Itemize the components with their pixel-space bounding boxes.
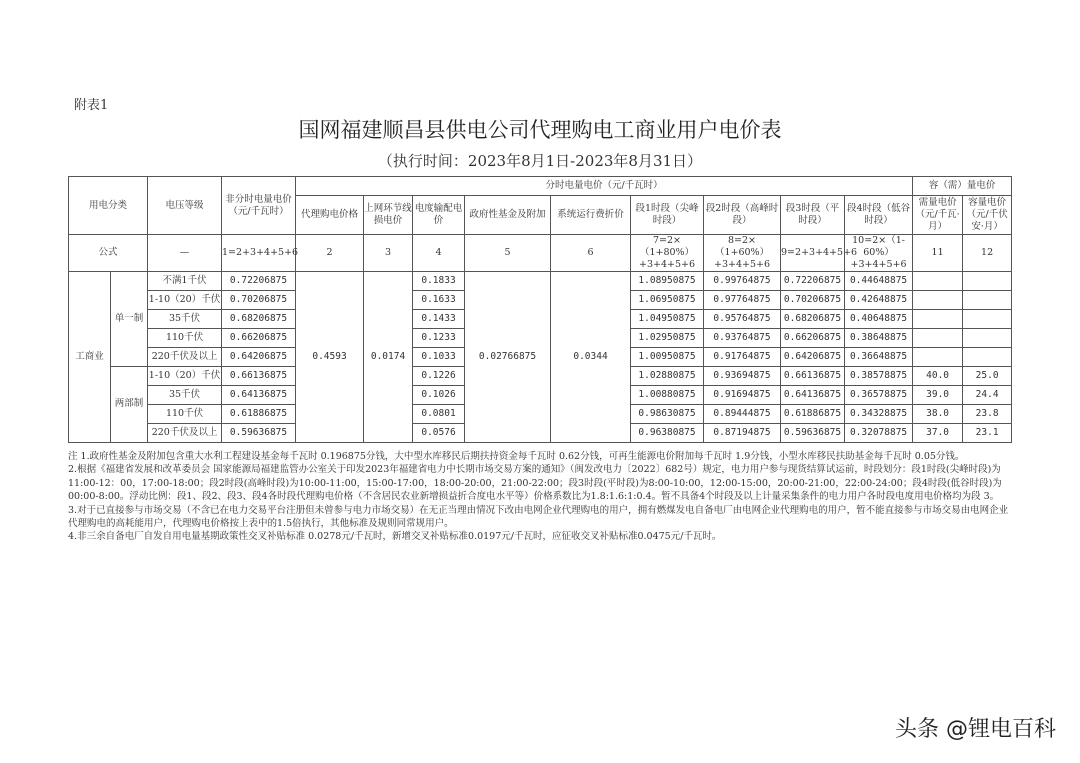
header-nontou-price: 非分时电量电价（元/千瓦时） [222, 177, 296, 235]
header-voltage: 电压等级 [148, 177, 222, 235]
period4-cell: 0.42648875 [845, 290, 913, 309]
formula-c4: 5 [465, 235, 551, 272]
formula-c2: 3 [364, 235, 413, 272]
nontou-cell: 0.72206875 [222, 271, 296, 290]
capacity-cell [963, 347, 1012, 366]
header-demand-price: 需量电价（元/千瓦·月） [913, 196, 963, 235]
distribution-cell: 0.1833 [413, 271, 465, 290]
watermark-credit: 头条 @锂电百科 [895, 717, 1056, 742]
nontou-cell: 0.64206875 [222, 347, 296, 366]
period2-cell: 0.91694875 [704, 385, 781, 404]
capacity-cell [963, 290, 1012, 309]
period1-cell: 1.02950875 [631, 328, 704, 347]
period4-cell: 0.36578875 [845, 385, 913, 404]
period3-cell: 0.61886875 [781, 404, 845, 423]
document-title: 国网福建顺昌县供电公司代理购电工商业用户电价表 [298, 118, 782, 142]
header-system-operation: 系统运行费折价 [551, 196, 631, 235]
nontou-cell: 0.64136875 [222, 385, 296, 404]
distribution-cell: 0.1633 [413, 290, 465, 309]
formula-label: 公式 [69, 235, 148, 272]
capacity-cell [963, 271, 1012, 290]
demand-cell: 40.0 [913, 366, 963, 385]
document-subtitle: （执行时间：2023年8月1日-2023年8月31日） [377, 152, 703, 170]
voltage-cell: 110千伏 [148, 404, 222, 423]
notes-section [68, 450, 1012, 544]
header-agency-price: 代理购电价格 [296, 196, 364, 235]
header-lineloss-price: 上网环节线损电价 [364, 196, 413, 235]
period2-cell: 0.91764875 [704, 347, 781, 366]
header-period2: 段2时段（高峰时段） [704, 196, 781, 235]
distribution-cell: 0.1233 [413, 328, 465, 347]
period2-cell: 0.95764875 [704, 309, 781, 328]
period4-cell: 0.44648875 [845, 271, 913, 290]
distribution-cell: 0.1033 [413, 347, 465, 366]
nontou-cell: 0.70206875 [222, 290, 296, 309]
voltage-cell: 1-10（20）千伏 [148, 290, 222, 309]
period1-cell: 0.96380875 [631, 423, 704, 442]
nontou-cell: 0.68206875 [222, 309, 296, 328]
capacity-cell [963, 328, 1012, 347]
period2-cell: 0.89444875 [704, 404, 781, 423]
table-row [69, 271, 1012, 290]
period4-cell: 0.40648875 [845, 309, 913, 328]
note-3: 3.对于已直接参与市场交易（不含已在电力交易平台注册但未曾参与电力市场交易）在无正当理由情况下改由电网企业代理购电的用户，拥有燃煤发电自备电厂由电网企业代理购电的用户，暂不能直接参与市场交易由电网企业代理购电的高耗能用户，代理购电价格按上表中的1.5倍执行，其他标准及规则同常规用户。 [68, 504, 1009, 530]
period2-cell: 0.87194875 [704, 423, 781, 442]
demand-cell: 38.0 [913, 404, 963, 423]
agency-price-cell: 0.4593 [296, 271, 364, 442]
period3-cell: 0.72206875 [781, 271, 845, 290]
distribution-cell: 0.1026 [413, 385, 465, 404]
formula-row [69, 235, 1012, 272]
formula-c6: 7=2×（1+80%）+3+4+5+6 [631, 235, 704, 272]
price-table [68, 176, 1012, 443]
distribution-cell: 0.0576 [413, 423, 465, 442]
capacity-cell: 25.0 [963, 366, 1012, 385]
demand-cell [913, 328, 963, 347]
distribution-cell: 0.1433 [413, 309, 465, 328]
period2-cell: 0.97764875 [704, 290, 781, 309]
voltage-cell: 不满1千伏 [148, 271, 222, 290]
period3-cell: 0.68206875 [781, 309, 845, 328]
demand-cell: 37.0 [913, 423, 963, 442]
category-cell: 工商业 [69, 271, 111, 442]
voltage-cell: 1-10（20）千伏 [148, 366, 222, 385]
nontou-cell: 0.66206875 [222, 328, 296, 347]
distribution-cell: 0.1226 [413, 366, 465, 385]
formula-c11: 12 [963, 235, 1012, 272]
formula-c9: 10=2×（1-60%）+3+4+5+6 [845, 235, 913, 272]
period2-cell: 0.93764875 [704, 328, 781, 347]
voltage-cell: 110千伏 [148, 328, 222, 347]
period4-cell: 0.36648875 [845, 347, 913, 366]
header-capacity-price: 容（需）量电价 [913, 177, 1012, 196]
system-operation-cell: 0.0344 [551, 271, 631, 442]
voltage-cell: 35千伏 [148, 385, 222, 404]
period1-cell: 0.98630875 [631, 404, 704, 423]
period1-cell: 1.04950875 [631, 309, 704, 328]
header-capacity-kva-price: 容量电价（元/千伏安·月） [963, 196, 1012, 235]
note-4: 4.非三余自备电厂自发自用电量基期政策性交叉补贴标准 0.0278元/千瓦时，新增交叉补贴标准0.0197元/千瓦时，应征收交叉补贴标准0.0475元/千瓦时。 [68, 531, 722, 543]
formula-c1: 2 [296, 235, 364, 272]
demand-cell: 39.0 [913, 385, 963, 404]
demand-cell [913, 347, 963, 366]
period3-cell: 0.70206875 [781, 290, 845, 309]
capacity-cell [963, 309, 1012, 328]
nontou-cell: 0.66136875 [222, 366, 296, 385]
period1-cell: 1.02880875 [631, 366, 704, 385]
period1-cell: 1.00880875 [631, 385, 704, 404]
period3-cell: 0.64206875 [781, 347, 845, 366]
capacity-cell: 24.4 [963, 385, 1012, 404]
header-period4: 段4时段（低谷时段） [845, 196, 913, 235]
formula-voltage: — [148, 235, 222, 272]
demand-cell [913, 290, 963, 309]
capacity-cell: 23.1 [963, 423, 1012, 442]
formula-c3: 4 [413, 235, 465, 272]
formula-c10: 11 [913, 235, 963, 272]
period2-cell: 0.99764875 [704, 271, 781, 290]
formula-c8: 9=2+3+4+5+6 [781, 235, 845, 272]
nontou-cell: 0.59636875 [222, 423, 296, 442]
period1-cell: 1.00950875 [631, 347, 704, 366]
period1-cell: 1.08950875 [631, 271, 704, 290]
formula-c7: 8=2×（1+60%）+3+4+5+6 [704, 235, 781, 272]
period4-cell: 0.38578875 [845, 366, 913, 385]
period2-cell: 0.93694875 [704, 366, 781, 385]
period1-cell: 1.06950875 [631, 290, 704, 309]
period3-cell: 0.64136875 [781, 385, 845, 404]
note-2: 2.根据《福建省发展和改革委员会 国家能源局福建监管办公室关于印发2023年福建省电力中长期市场交易方案的通知》（闽发改电力〔2022〕682号）规定，电力用户参与现货结算试运前，时段划分：段1时段(尖峰时段)为11:00-12：00，17:00-18:00；段2时段(高峰时段)为10:00-11:00，15:00-17:00，18:00-20:00，21:00-22:00；段3时段(平时段)为8:00-10:00，12:00-15:00，20:00-21:00，22:00-24:00；段4时段(低谷时段)为00:00-8:00。浮动比例：段1、段2、段3、段4各时段代理购电价格（不含居民农业新增损益折合度电水平等）价格系数比为1.8:1.6:1:0.4。暂不具备4个时段及以上计量采集条件的电力用户各时段电度用电价格均为段 3。 [68, 464, 1002, 503]
header-gov-fund: 政府性基金及附加 [465, 196, 551, 235]
period3-cell: 0.66206875 [781, 328, 845, 347]
formula-c5: 6 [551, 235, 631, 272]
two-part-tariff-cell: 两部制 [111, 366, 148, 442]
voltage-cell: 220千伏及以上 [148, 423, 222, 442]
header-tou-price: 分时电量电价（元/千瓦时） [296, 177, 913, 196]
header-period3: 段3时段（平时段） [781, 196, 845, 235]
demand-cell [913, 309, 963, 328]
period3-cell: 0.59636875 [781, 423, 845, 442]
capacity-cell: 23.8 [963, 404, 1012, 423]
single-tariff-cell: 单一制 [111, 271, 148, 366]
nontou-cell: 0.61886875 [222, 404, 296, 423]
lineloss-price-cell: 0.0174 [364, 271, 413, 442]
period3-cell: 0.66136875 [781, 366, 845, 385]
voltage-cell: 35千伏 [148, 309, 222, 328]
period4-cell: 0.32078875 [845, 423, 913, 442]
header-period1: 段1时段（尖峰时段） [631, 196, 704, 235]
period4-cell: 0.38648875 [845, 328, 913, 347]
header-distribution-price: 电度输配电价 [413, 196, 465, 235]
note-1: 注 1.政府性基金及附加包含重大水利工程建设基金每千瓦时 0.196875分钱，大中型水库移民后期扶持资金每千瓦时 0.62分钱，可再生能源电价附加每千瓦时 1.9分钱，小型水库移民扶助基金每千瓦时 0.05分钱。 [68, 451, 965, 462]
period4-cell: 0.34328875 [845, 404, 913, 423]
gov-fund-cell: 0.02766875 [465, 271, 551, 442]
voltage-cell: 220千伏及以上 [148, 347, 222, 366]
annex-label: 附表1 [74, 98, 109, 113]
distribution-cell: 0.0801 [413, 404, 465, 423]
formula-nontou: 1=2+3+4+5+6 [222, 235, 296, 272]
header-category: 用电分类 [69, 177, 148, 235]
demand-cell [913, 271, 963, 290]
